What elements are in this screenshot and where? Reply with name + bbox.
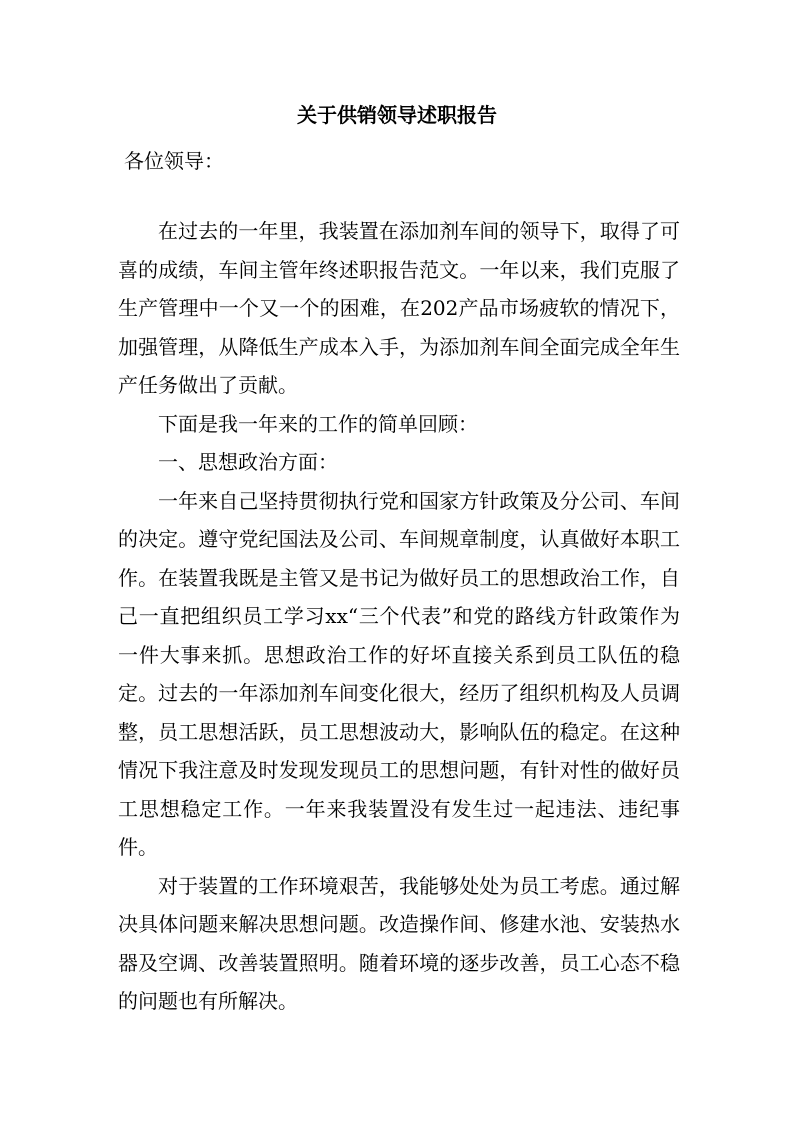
paragraph-review-lead: 下面是我一年来的工作的简单回顾：: [158, 411, 478, 436]
document-title: 关于供销领导述职报告: [297, 103, 497, 127]
paragraph-environment: 对于装置的工作环境艰苦，我能够处处为员工考虑。通过解决具体问题来解决思想问题。改造操作间、修建水池、安装热水器及空调、改善装置照明。随着环境的逐步改善，员工心态不稳的问题也有所解决。: [118, 873, 680, 1013]
paragraph-ideology: 一年来自己坚持贯彻执行党和国家方针政策及分公司、车间的决定。遵守党纪国法及公司、车间规章制度，认真做好本职工作。在装置我既是主管又是书记为做好员工的思想政治工作，自己一直把组织员工学习xx“三个代表”和党的路线方针政策作为一件大事来抓。思想政治工作的好坏直接关系到员工队伍的稳定。过去的一年添加剂车间变化很大，经历了组织机构及人员调整，员工思想活跃，员工思想波动大，影响队伍的稳定。在这种情况下我注意及时发现发现员工的思想问题，有针对性的做好员工思想稳定工作。一年来我装置没有发生过一起违法、违纪事件。: [118, 488, 680, 859]
salutation: 各位领导：: [124, 149, 224, 173]
paragraph-intro: 在过去的一年里，我装置在添加剂车间的领导下，取得了可喜的成绩，车间主管年终述职报告范文。一年以来，我们克服了生产管理中一个又一个的困难，在202产品市场疲软的情况下，加强管理，从降低生产成本入手，为添加剂车间全面完成全年生产任务做出了贡献。: [118, 219, 680, 397]
section-heading-ideology: 一、思想政治方面：: [158, 450, 338, 474]
document-body: [118, 212, 680, 1021]
